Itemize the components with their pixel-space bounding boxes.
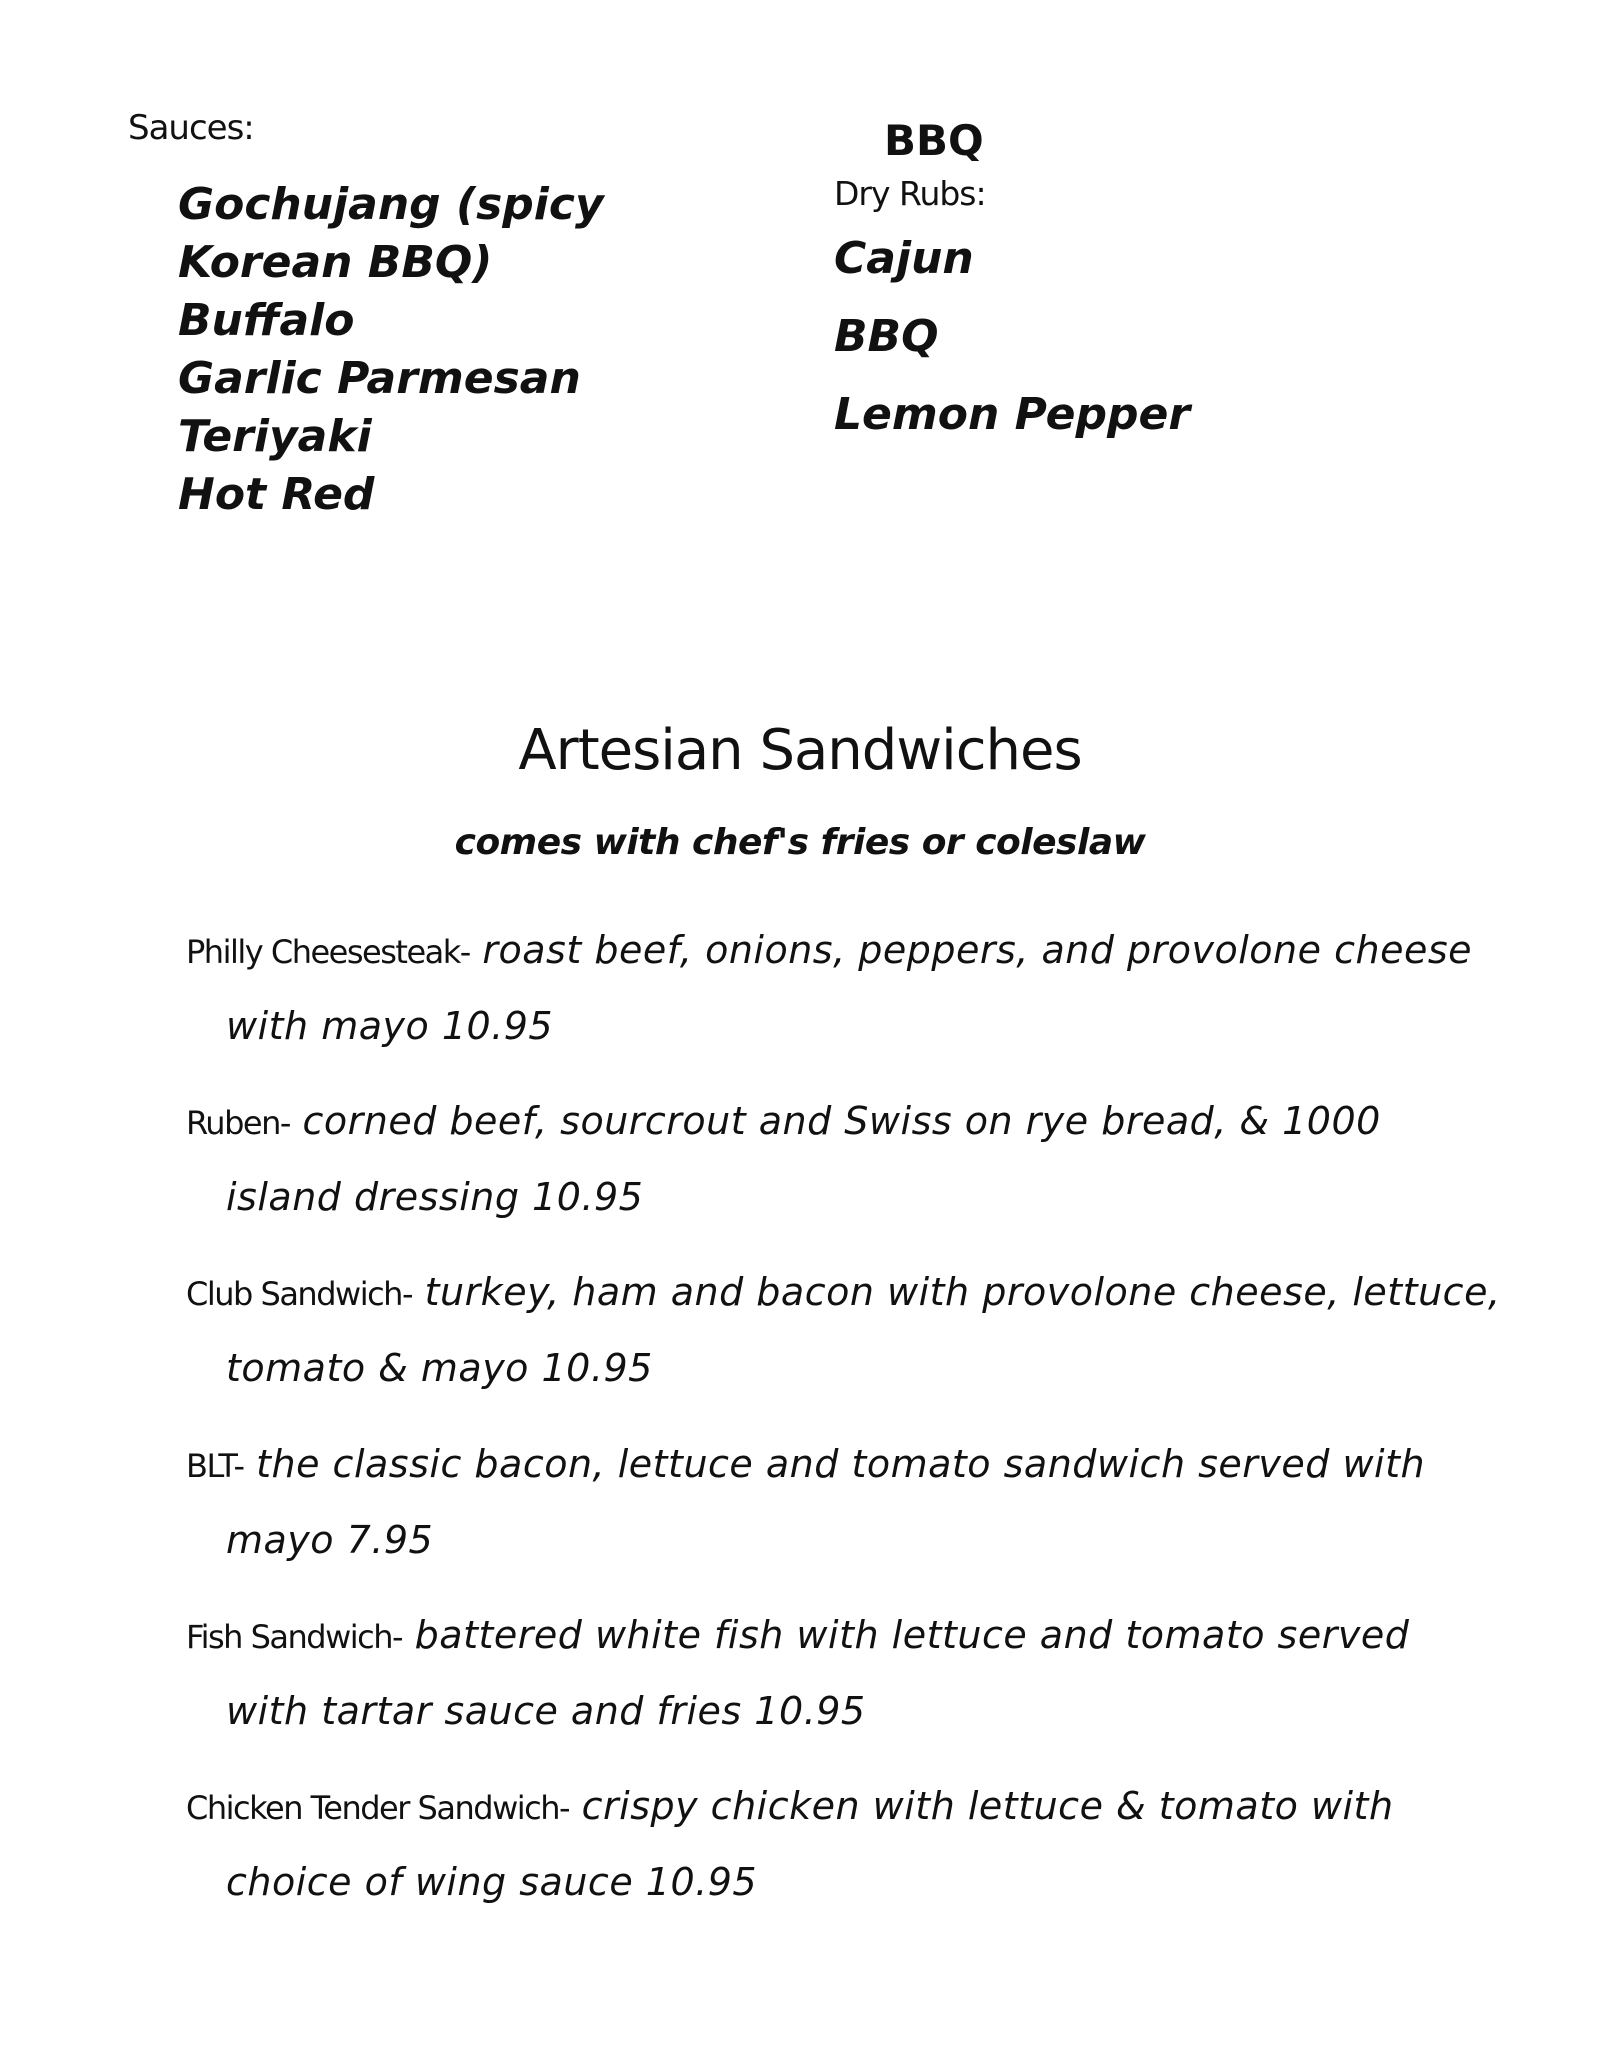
menu-item	[186, 1254, 1501, 1406]
menu-item-name: Club Sandwich-	[186, 1275, 412, 1313]
sauces-list	[178, 176, 738, 524]
sauce-item-bbq: BBQ	[884, 116, 984, 165]
menu-item-description-cont: choice of wing sauce 10.95	[226, 1860, 758, 1904]
dry-rubs-label: Dry Rubs:	[834, 174, 986, 213]
menu-item-description: battered white fish with lettuce and tomato served	[402, 1613, 1410, 1657]
menu-item-description-cont: with tartar sauce and fries 10.95	[226, 1689, 866, 1733]
dry-rub-item: Lemon Pepper	[834, 389, 1191, 440]
sauces-label: Sauces:	[128, 108, 254, 148]
sauce-item: Buffalo	[178, 295, 355, 346]
menu-item	[186, 1426, 1476, 1578]
menu-item-description: roast beef, onions, peppers, and provolone cheese	[469, 928, 1473, 972]
section-title: Artesian Sandwiches	[518, 718, 1082, 783]
sauce-item: Gochujang (spicy Korean BBQ)	[178, 179, 604, 288]
menu-item-name: BLT-	[186, 1447, 244, 1485]
dry-rubs-list	[834, 230, 1190, 464]
menu-item-description: turkey, ham and bacon with provolone cheese, lettuce,	[412, 1270, 1501, 1314]
menu-item	[186, 912, 1476, 1064]
menu-item	[186, 1597, 1476, 1749]
menu-item-name: Ruben-	[186, 1104, 290, 1142]
menu-item	[186, 1768, 1476, 1920]
menu-item-description: crispy chicken with lettuce & tomato with	[569, 1784, 1394, 1828]
sauce-item: Teriyaki	[178, 411, 372, 462]
menu-item-description-cont: island dressing 10.95	[226, 1175, 644, 1219]
menu-item-name: Fish Sandwich-	[186, 1618, 403, 1656]
menu-item-name: Chicken Tender Sandwich-	[186, 1789, 570, 1827]
dry-rub-item: BBQ	[834, 311, 939, 362]
dry-rub-item: Cajun	[834, 233, 974, 284]
menu-item-description: corned beef, sourcrout and Swiss on rye bread, & 1000	[289, 1099, 1381, 1143]
menu-item	[186, 1083, 1476, 1235]
sauce-item: Hot Red	[178, 469, 375, 520]
menu-item-description-cont: mayo 7.95	[226, 1518, 434, 1562]
menu-item-description: the classic bacon, lettuce and tomato sandwich served with	[243, 1442, 1426, 1486]
sauce-item: Garlic Parmesan	[178, 353, 581, 404]
menu-item-description-cont: tomato & mayo 10.95	[226, 1346, 653, 1390]
menu-item-description-cont: with mayo 10.95	[226, 1004, 554, 1048]
menu-item-name: Philly Cheesesteak-	[186, 933, 470, 971]
section-subtitle: comes with chef's fries or coleslaw	[454, 822, 1146, 863]
